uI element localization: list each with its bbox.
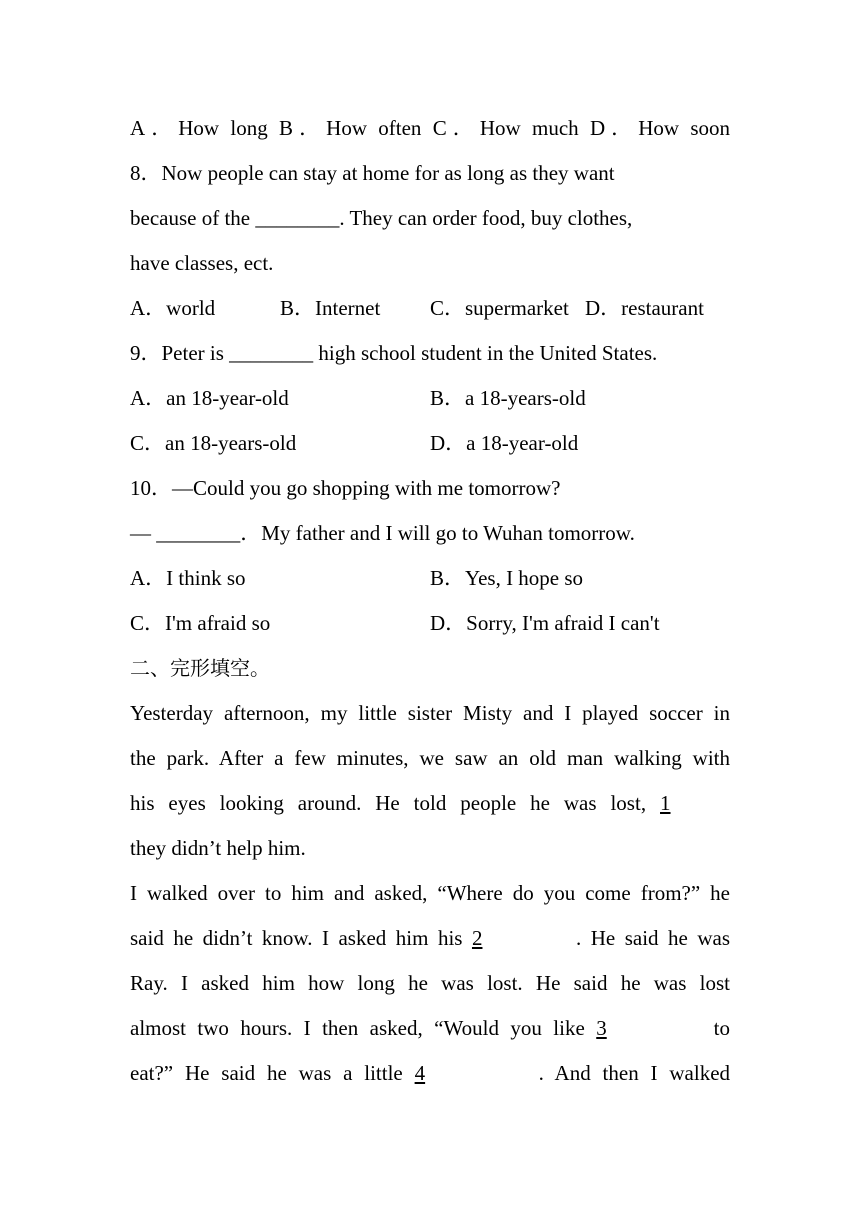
q8-option-c: C．supermarket — [430, 296, 569, 320]
q8-option-b: B．Internet — [280, 296, 381, 320]
q9-option-a: A．an 18-year-old — [130, 386, 289, 410]
passage-p2-line3: Ray. I asked him how long he was lost. He said he was lost — [130, 971, 730, 995]
q10-text-post: ．My father and I will go to Wuhan tomorrow. — [240, 521, 635, 545]
q9-options-row1 — [130, 383, 730, 413]
q8-text-pre: because of the — [130, 206, 256, 230]
q7-options — [130, 113, 730, 143]
passage-text: almost two hours. I then asked, “Would you like — [130, 1016, 585, 1040]
q8-blank: ________ — [255, 206, 340, 230]
q10-text-pre: — — [130, 521, 157, 545]
q8-text-post: . They can order food, buy clothes, — [339, 206, 633, 230]
passage-text: his eyes looking around. He told people he was lost, — [130, 791, 647, 815]
q8-question-line3: have classes, ect. — [130, 251, 274, 275]
passage-p2-line5 — [130, 1058, 730, 1088]
q10-options-row2 — [130, 608, 730, 638]
q8-question-line1: 8．Now people can stay at home for as long as they want — [130, 161, 615, 185]
q9-options-row2 — [130, 428, 730, 458]
q10-option-c: C．I'm afraid so — [130, 611, 271, 635]
q10-option-d: D．Sorry, I'm afraid I can't — [430, 611, 660, 635]
section-heading-cloze: 二、完形填空。 — [130, 656, 270, 680]
passage-text: to — [713, 1016, 731, 1040]
q10-question-line1: 10．—Could you go shopping with me tomorrow? — [130, 476, 561, 500]
q10-options-row1 — [130, 563, 730, 593]
passage-text: . He said he was — [575, 926, 731, 950]
cloze-blank-2: 2 — [471, 926, 483, 950]
q8-option-d: D．restaurant — [585, 296, 704, 320]
q9-question — [130, 338, 730, 368]
passage-p1-line4: they didn’t help him. — [130, 836, 306, 860]
q10-blank: ________ — [156, 521, 241, 545]
passage-text: . And then I walked — [538, 1061, 731, 1085]
q8-question-line2 — [130, 203, 730, 233]
q8-options — [130, 293, 730, 323]
passage-p2-line4 — [130, 1013, 730, 1043]
passage-text: said he didn’t know. I asked him his — [130, 926, 463, 950]
passage-text: eat?” He said he was a little — [130, 1061, 403, 1085]
passage-p2-line1: I walked over to him and asked, “Where do you come from?” he — [130, 881, 730, 905]
passage-p1-line3 — [130, 788, 730, 818]
q9-text-post: high school student in the United States. — [313, 341, 658, 365]
q10-option-a: A．I think so — [130, 566, 246, 590]
q10-question-line2 — [130, 518, 730, 548]
q7-option-d: D．How soon — [589, 116, 731, 140]
cloze-blank-4: 4 — [414, 1061, 426, 1085]
q9-text-pre: 9．Peter is — [130, 341, 230, 365]
q9-option-c: C．an 18-years-old — [130, 431, 297, 455]
q7-option-c: C．How much — [432, 116, 579, 140]
cloze-blank-1: 1 — [660, 791, 671, 815]
passage-p1-line1: Yesterday afternoon, my little sister Misty and I played soccer in — [130, 701, 730, 725]
q10-option-b: B．Yes, I hope so — [430, 566, 584, 590]
q7-option-b: B．How often — [279, 116, 422, 140]
cloze-blank-3: 3 — [596, 1016, 607, 1040]
passage-p2-line2 — [130, 923, 730, 953]
q9-option-b: B．a 18-years-old — [430, 386, 586, 410]
q8-option-a: A．world — [130, 296, 216, 320]
q9-blank: ________ — [229, 341, 314, 365]
passage-p1-line2: the park. After a few minutes, we saw an old man walking with — [130, 746, 730, 770]
q9-option-d: D．a 18-year-old — [430, 431, 579, 455]
q7-option-a: A．How long — [130, 116, 268, 140]
